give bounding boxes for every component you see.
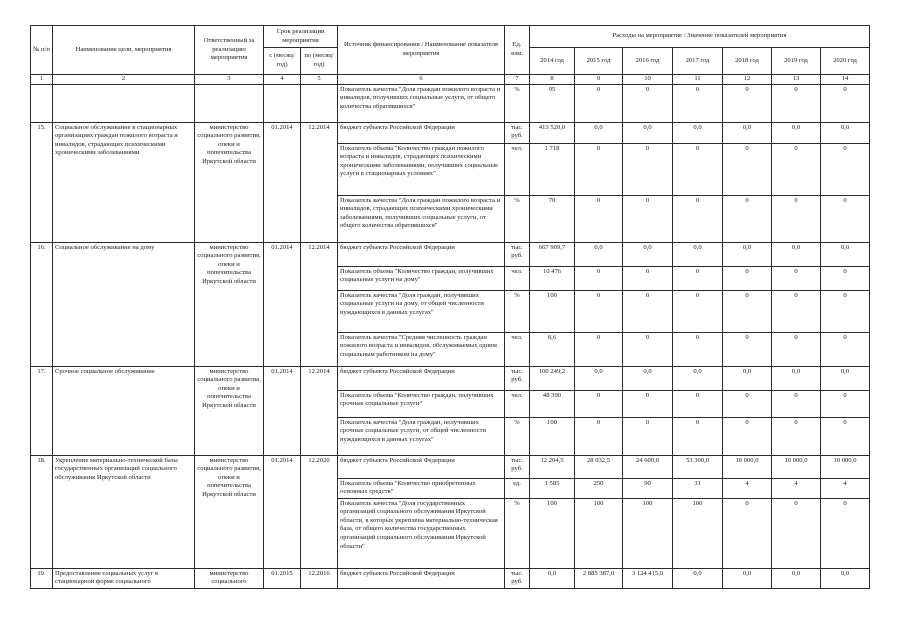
unit-cell: тыс. руб.	[505, 568, 530, 588]
value-cell: 24 600,0	[623, 455, 673, 478]
activity-row	[31, 242, 870, 266]
value-cell: 0	[821, 332, 870, 366]
column-number: 12	[723, 75, 772, 85]
value-cell: 0,0	[772, 568, 821, 588]
column-number: 4	[264, 75, 301, 85]
value-cell: 0,0	[673, 568, 723, 588]
indicator-text: Показатель качества "Доля граждан пожилого возраста и инвалидов, страдающих психическими хроническими заболеваниями, получивших социальные услуги, от общего количества обратившихся"	[338, 195, 505, 242]
value-cell: 95	[530, 84, 575, 122]
unit-cell: %	[505, 195, 530, 242]
value-cell: 10 000,0	[772, 455, 821, 478]
value-cell: 0	[723, 498, 772, 568]
value-cell: 0	[772, 417, 821, 455]
unit-cell: ед.	[505, 478, 530, 498]
indicator-text: Показатель качества "Доля граждан пожилого возраста и инвалидов, получивших социальные услуги, от общего количества обратившихся"	[338, 84, 505, 122]
activity-period-to: 12.2014	[301, 242, 338, 366]
empty-cell	[195, 84, 264, 122]
header-responsible: Ответственный за реализацию мероприятия	[195, 26, 264, 75]
column-number: 2	[53, 75, 195, 85]
value-cell: 0	[575, 290, 623, 332]
header-expenses: Расходы на мероприятие / Значение показателей мероприятия	[530, 26, 870, 48]
column-number: 1	[31, 75, 53, 85]
header-year: 2015 год	[575, 48, 623, 75]
header-name: Наименование цели, мероприятия	[53, 26, 195, 75]
header-year: 2019 год	[772, 48, 821, 75]
header-period: Срок реализации мероприятия	[264, 26, 338, 48]
indicator-text: Показатель качества "Доля государственных организаций социального обслуживания Иркутской области, в которых укреплена материально-техническая база, от общего количества государственных организаций социального обслуживания Иркутской области"	[338, 498, 505, 568]
activity-period-from: 01.2014	[264, 122, 301, 242]
header-source: Источник финансирования / Наименование показателя мероприятия	[338, 26, 505, 75]
value-cell: 0	[772, 84, 821, 122]
value-cell: 0,0	[723, 242, 772, 266]
value-cell: 0	[772, 195, 821, 242]
unit-cell: тыс. руб.	[505, 242, 530, 266]
column-number: 5	[301, 75, 338, 85]
value-cell: 0	[723, 84, 772, 122]
program-activities-table	[30, 25, 870, 589]
header-year: 2016 год	[623, 48, 673, 75]
column-number: 13	[772, 75, 821, 85]
activity-name: Предоставление социальных услуг в стационарной форме социального	[53, 568, 195, 588]
value-cell: 0	[723, 195, 772, 242]
empty-cell	[264, 84, 301, 122]
value-cell: 0	[723, 290, 772, 332]
value-cell: 10 476	[530, 266, 575, 290]
value-cell: 0,0	[673, 122, 723, 143]
value-cell: 0	[821, 390, 870, 417]
value-cell: 0,0	[673, 366, 723, 390]
value-cell: 0	[575, 332, 623, 366]
unit-cell: %	[505, 498, 530, 568]
value-cell: 0	[623, 290, 673, 332]
activity-responsible: министерство социального развития, опеки и попечительства Иркутской области	[195, 242, 264, 366]
value-cell: 0,0	[575, 366, 623, 390]
value-cell: 0	[623, 332, 673, 366]
column-number: 11	[673, 75, 723, 85]
column-number: 14	[821, 75, 870, 85]
value-cell: 0	[673, 195, 723, 242]
value-cell: 1 585	[530, 478, 575, 498]
value-cell: 0,0	[575, 242, 623, 266]
activity-row	[31, 122, 870, 143]
value-cell: 100	[530, 498, 575, 568]
activity-period-to: 12.2014	[301, 366, 338, 455]
activity-row	[31, 568, 870, 588]
activity-responsible: министерство социального	[195, 568, 264, 588]
activity-period-from: 01.2014	[264, 366, 301, 455]
value-cell: 0	[575, 390, 623, 417]
activity-responsible: министерство социального развития, опеки и попечительства Иркутской области	[195, 455, 264, 568]
value-cell: 0	[623, 417, 673, 455]
value-cell: 10 000,0	[821, 455, 870, 478]
value-cell: 0	[821, 290, 870, 332]
unit-cell: %	[505, 84, 530, 122]
value-cell: 100	[673, 498, 723, 568]
empty-cell	[301, 84, 338, 122]
activity-period-from: 01.2015	[264, 568, 301, 588]
value-cell: 3 124 415,0	[623, 568, 673, 588]
value-cell: 0,0	[575, 122, 623, 143]
value-cell: 667 909,7	[530, 242, 575, 266]
unit-cell: чел.	[505, 266, 530, 290]
header-year: 2018 год	[723, 48, 772, 75]
activity-name: Укрепление материально-технической базы государственных организаций социального обслуживания Иркутской области	[53, 455, 195, 568]
funding-source: бюджет субъекта Российской Федерации	[338, 455, 505, 478]
value-cell: 0,0	[530, 568, 575, 588]
value-cell: 0,0	[772, 366, 821, 390]
value-cell: 0	[673, 390, 723, 417]
value-cell: 0	[673, 332, 723, 366]
activity-name: Социальное обслуживание в стационарных организациях граждан пожилого возраста и инвалидов, страдающих психическими хроническими заболеваниями	[53, 122, 195, 242]
value-cell: 0,0	[821, 242, 870, 266]
value-cell: 53 300,0	[673, 455, 723, 478]
value-cell: 28 032,5	[575, 455, 623, 478]
value-cell: 100	[623, 498, 673, 568]
header-year: 2017 год	[673, 48, 723, 75]
value-cell: 0,0	[772, 122, 821, 143]
value-cell: 0	[772, 266, 821, 290]
value-cell: 0	[772, 498, 821, 568]
funding-source: бюджет субъекта Российской Федерации	[338, 568, 505, 588]
value-cell: 100	[530, 290, 575, 332]
unit-cell: тыс. руб.	[505, 366, 530, 390]
header-unit: Ед. изм.	[505, 26, 530, 75]
activity-number: 17.	[31, 366, 53, 455]
indicator-text: Показатель качества "Доля граждан, получивших социальные услуги на дому, от общей численности нуждающихся в данных услугах"	[338, 290, 505, 332]
activity-period-to: 12.2014	[301, 122, 338, 242]
activity-name: Социальное обслуживание на дому	[53, 242, 195, 366]
value-cell: 0,0	[673, 242, 723, 266]
indicator-text: Показатель качества "Средняя численность граждан пожилого возраста и инвалидов, обслуживаемых одним социальным работником на дому"	[338, 332, 505, 366]
value-cell: 90	[623, 478, 673, 498]
value-cell: 0	[821, 266, 870, 290]
value-cell: 0	[575, 143, 623, 195]
value-cell: 0	[723, 417, 772, 455]
value-cell: 0	[821, 417, 870, 455]
value-cell: 0	[673, 266, 723, 290]
funding-source: бюджет субъекта Российской Федерации	[338, 122, 505, 143]
value-cell: 0	[575, 84, 623, 122]
header-year: 2020 год	[821, 48, 870, 75]
value-cell: 0	[723, 266, 772, 290]
value-cell: 4	[723, 478, 772, 498]
value-cell: 250	[575, 478, 623, 498]
header-no: № п/п	[31, 26, 53, 75]
value-cell: 0,0	[723, 366, 772, 390]
value-cell: 100 249,2	[530, 366, 575, 390]
value-cell: 2 885 387,0	[575, 568, 623, 588]
value-cell: 0,0	[821, 366, 870, 390]
value-cell: 0	[772, 143, 821, 195]
activity-responsible: министерство социального развития, опеки и попечительства Иркутской области	[195, 366, 264, 455]
activity-number: 15.	[31, 122, 53, 242]
header-year: 2014 год	[530, 48, 575, 75]
value-cell: 0	[723, 390, 772, 417]
value-cell: 0	[623, 84, 673, 122]
header-from: с (месяц/год)	[264, 48, 301, 75]
table-body	[31, 75, 870, 589]
value-cell: 0	[821, 195, 870, 242]
column-number: 7	[505, 75, 530, 85]
value-cell: 48 390	[530, 390, 575, 417]
value-cell: 0	[575, 266, 623, 290]
funding-source: бюджет субъекта Российской Федерации	[338, 242, 505, 266]
value-cell: 0	[623, 143, 673, 195]
value-cell: 0,0	[623, 122, 673, 143]
value-cell: 4	[821, 478, 870, 498]
unit-cell: чел.	[505, 332, 530, 366]
empty-cell	[31, 84, 53, 122]
column-number: 10	[623, 75, 673, 85]
value-cell: 0	[623, 390, 673, 417]
column-number-row	[31, 75, 870, 85]
value-cell: 100	[530, 417, 575, 455]
column-number: 8	[530, 75, 575, 85]
carry-over-indicator-row	[31, 84, 870, 122]
column-number: 3	[195, 75, 264, 85]
value-cell: 0	[623, 195, 673, 242]
value-cell: 0	[673, 143, 723, 195]
value-cell: 0,0	[723, 568, 772, 588]
value-cell: 0	[772, 290, 821, 332]
value-cell: 100	[575, 498, 623, 568]
value-cell: 31	[673, 478, 723, 498]
value-cell: 10 000,0	[723, 455, 772, 478]
value-cell: 0	[772, 332, 821, 366]
empty-cell	[53, 84, 195, 122]
value-cell: 0	[575, 417, 623, 455]
indicator-text: Показатель объема "Количество граждан пожилого возраста и инвалидов, страдающих психическими хроническими заболеваниями, получивших социальные услуги в стационарных условиях"	[338, 143, 505, 195]
value-cell: 8,6	[530, 332, 575, 366]
activity-row	[31, 366, 870, 390]
value-cell: 0	[821, 84, 870, 122]
indicator-text: Показатель объема "Количество приобретенных основных средств"	[338, 478, 505, 498]
value-cell: 12 204,5	[530, 455, 575, 478]
value-cell: 0	[821, 498, 870, 568]
activity-name: Срочное социальное обслуживание	[53, 366, 195, 455]
value-cell: 0	[673, 84, 723, 122]
value-cell: 0,0	[623, 366, 673, 390]
value-cell: 0	[723, 143, 772, 195]
value-cell: 0	[673, 417, 723, 455]
value-cell: 0,0	[723, 122, 772, 143]
activity-responsible: министерство социального развития, опеки и попечительства Иркутской области	[195, 122, 264, 242]
value-cell: 0	[673, 290, 723, 332]
value-cell: 0,0	[772, 242, 821, 266]
unit-cell: тыс. руб.	[505, 455, 530, 478]
value-cell: 0	[772, 390, 821, 417]
value-cell: 413 520,0	[530, 122, 575, 143]
funding-source: бюджет субъекта Российской Федерации	[338, 366, 505, 390]
value-cell: 0,0	[623, 242, 673, 266]
column-number: 6	[338, 75, 505, 85]
value-cell: 70	[530, 195, 575, 242]
column-number: 9	[575, 75, 623, 85]
unit-cell: %	[505, 290, 530, 332]
indicator-text: Показатель объема "Количество граждан, получивших срочные социальные услуги"	[338, 390, 505, 417]
value-cell: 4	[772, 478, 821, 498]
unit-cell: тыс. руб.	[505, 122, 530, 143]
activity-number: 19.	[31, 568, 53, 588]
unit-cell: чел.	[505, 390, 530, 417]
activity-period-to: 12.2020	[301, 455, 338, 568]
value-cell: 0	[821, 143, 870, 195]
activity-row	[31, 455, 870, 478]
activity-period-from: 01.2014	[264, 455, 301, 568]
activity-number: 16.	[31, 242, 53, 366]
value-cell: 0,0	[821, 568, 870, 588]
unit-cell: чел.	[505, 143, 530, 195]
unit-cell: %	[505, 417, 530, 455]
value-cell: 0,0	[821, 122, 870, 143]
value-cell: 0	[723, 332, 772, 366]
value-cell: 0	[575, 195, 623, 242]
activity-period-from: 01.2014	[264, 242, 301, 366]
indicator-text: Показатель объема "Количество граждан, получивших социальные услуги на дому"	[338, 266, 505, 290]
activity-number: 18.	[31, 455, 53, 568]
header-to: по (месяц/год)	[301, 48, 338, 75]
value-cell: 0	[623, 266, 673, 290]
value-cell: 1 718	[530, 143, 575, 195]
indicator-text: Показатель качества "Доля граждан, получивших срочные социальные услуги, от общей численности нуждающихся в данных услугах"	[338, 417, 505, 455]
activity-period-to: 12.2016	[301, 568, 338, 588]
